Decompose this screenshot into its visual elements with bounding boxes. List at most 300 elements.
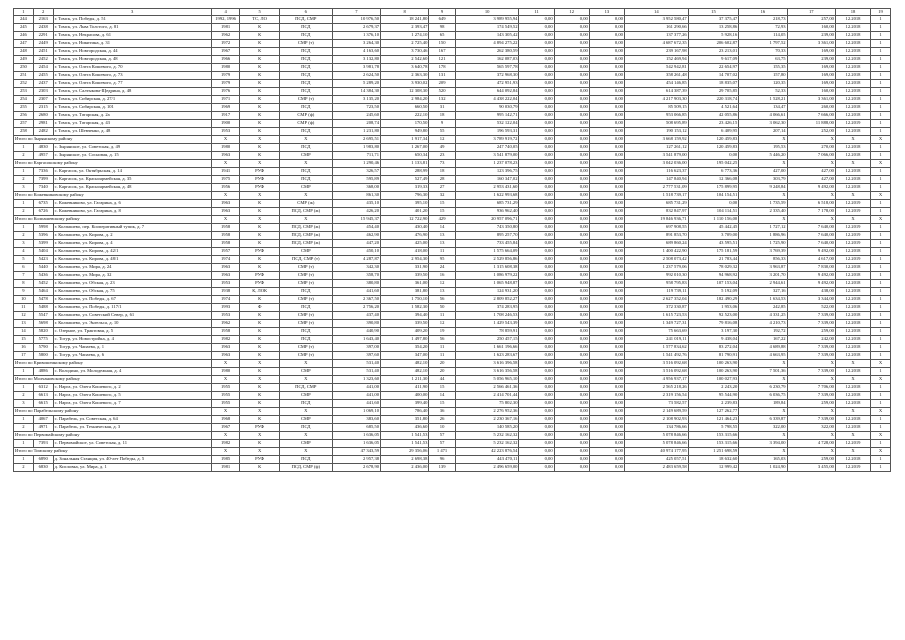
table-cell: 425,00 [381,240,429,248]
table-cell: РУФ [240,176,280,184]
address-cell: г. Колпашево, ул. Мира, д. 32 [53,272,211,280]
table-cell: 3 [14,240,34,248]
address-cell: с. Тогур, ул. Новостройка, д. 4 [53,336,211,344]
table-cell: 1 [871,48,891,56]
table-cell: 5820 [33,328,53,336]
address-cell: с. Кожевниково, ул. Гагарина, д. 8 [53,208,211,216]
table-cell: X [279,160,332,168]
table-cell: 1 [871,104,891,112]
table-cell: 0,00 [554,272,589,280]
table-cell: 0,00 [519,96,554,104]
table-cell: 5452 [33,280,53,288]
table-cell: 40 974 177,95 [624,448,688,456]
address-cell: с. Первомайское, ул. Советская, д. 11 [53,440,211,448]
table-cell: 723,50 [332,104,380,112]
table-cell: 0,00 [519,184,554,192]
table-cell: 380,80 [332,280,380,288]
table-cell: 222,10 [381,112,429,120]
table-row [14,208,891,216]
table-cell: 12.2018 [835,424,870,432]
table-cell: X [279,432,332,440]
district-subtotal-label: Итого по Парабельскому району [14,408,212,416]
table-cell: 1 [871,88,891,96]
table-cell: 0,00 [519,200,554,208]
table-cell: 358 261,48 [624,72,688,80]
table-cell: 12.2018 [835,80,870,88]
table-cell: ПСД, СМР (т) [279,256,332,264]
table-cell: 2 393,47 [381,24,429,32]
table-cell: 0,00 [589,288,624,296]
table-cell: РУФ [240,272,280,280]
table-row [14,384,891,392]
table-cell: 12.2018 [835,320,870,328]
table-row [14,264,891,272]
table-cell: 1 [871,320,891,328]
table-cell: ПСД [279,336,332,344]
table-cell: ПСД [279,72,332,80]
table-cell: К [240,240,280,248]
table-cell: 361,00 [381,280,429,288]
table-cell: 12.2018 [835,328,870,336]
table-cell: X [240,216,280,224]
table-cell: 650,34 [381,152,429,160]
table-cell: 2307 [33,96,53,104]
table-cell: 319,33 [381,184,429,192]
table-cell: 114,05 [739,32,787,40]
district-subtotal-label: Итого по Зырянскому району [14,136,212,144]
column-number: 5 [240,9,280,16]
table-cell: 12.2018 [835,16,870,24]
table-cell: 3 361,00 [787,96,835,104]
table-cell: 100 263,90 [688,368,739,376]
table-cell: 5 289,20 [332,80,380,88]
table-cell: 2 542,60 [381,56,429,64]
table-row [14,456,891,464]
table-cell: 0,00 [519,368,554,376]
table-cell: 178 [429,64,455,72]
table-cell: ПСД [279,56,332,64]
table-cell: 1963 [211,352,240,360]
table-cell: 0,00 [519,72,554,80]
table-row [14,200,891,208]
table-cell: 472 951,93 [455,80,519,88]
table-cell: 895 257,70 [455,232,519,240]
table-cell: 1 [871,424,891,432]
table-cell: СМР [279,184,332,192]
table-cell: 322,00 [739,424,787,432]
address-cell: с. Нарга, ул. Олега Кошевого, д. 5 [53,392,211,400]
table-cell: 12.2018 [835,104,870,112]
table-cell: X [871,192,891,200]
address-cell: с. Тогур, ул. Чапаева, д. 1 [53,344,211,352]
table-cell: 644 092,84 [455,88,519,96]
table-cell: 0,00 [589,304,624,312]
table-cell: 104 154,51 [688,192,739,200]
table-cell: 9 617,09 [688,56,739,64]
table-cell: К [240,144,280,152]
table-row [14,424,891,432]
table-cell: 649 [429,16,455,24]
table-cell: 0,00 [554,448,589,456]
table-cell: 139 [429,464,455,472]
table-cell: 167 [429,48,455,56]
table-cell: 12.2018 [835,368,870,376]
table-cell: 7 339,00 [787,344,835,352]
table-cell: ПСД, СМР [279,16,332,24]
table-cell: 4 617,00 [787,256,835,264]
table-cell: 0,00 [519,280,554,288]
table-row [14,16,891,24]
table-cell: 252 [14,80,34,88]
table-cell: 743 350,80 [455,224,519,232]
table-cell: 78 029,32 [688,264,739,272]
table-cell: 327,16 [739,288,787,296]
district-subtotal-row [14,376,891,384]
table-cell: 11 [14,304,34,312]
table-cell: 17 [14,352,34,360]
table-cell: 1 [871,16,891,24]
table-cell: 3 989 955,94 [455,16,519,24]
table-row [14,272,891,280]
table-cell: ПСД [279,176,332,184]
table-cell: 3 981,78 [332,64,380,72]
table-cell: 1941 [211,168,240,176]
table-cell: X [787,160,835,168]
table-cell: 351,80 [381,416,429,424]
table-cell: СМР (т) [279,320,332,328]
table-cell: 354,20 [381,344,429,352]
table-cell: 2449 [33,40,53,48]
table-cell: 1 429 543,39 [455,320,519,328]
table-cell: 2 725,40 [381,40,429,48]
table-cell: 7 339,00 [787,352,835,360]
table-cell: 10 976,50 [332,16,380,24]
table-cell: 12.2019 [835,224,870,232]
table-cell: 0,00 [589,320,624,328]
table-cell: 0,00 [554,432,589,440]
table-cell: 0,00 [554,280,589,288]
table-cell: 153 315,66 [688,440,739,448]
table-cell: 322,00 [787,424,835,432]
address-cell: г. Томск, ул. Татарская, д. 2а [53,112,211,120]
table-cell: 0,00 [519,16,554,24]
table-cell: X [835,192,870,200]
address-cell: с. Володино, ул. Молодежная, д. 4 [53,368,211,376]
table-cell: 1979 [211,80,240,88]
table-cell: 3 616 396,58 [455,360,519,368]
address-cell: с. Парабель, ул. Советская, д. 64 [53,416,211,424]
table-cell: 0,00 [519,248,554,256]
address-cell: г. Колпашево, ул. Кирова, д. 48/1 [53,256,211,264]
table-cell: 127 262,77 [688,408,739,416]
table-row [14,392,891,400]
table-cell: 20 [429,368,455,376]
table-cell: 3 516 092,68 [624,360,688,368]
table-cell: 4 687 672,35 [624,40,688,48]
table-cell: 0,00 [554,248,589,256]
table-cell: 247 740,05 [455,144,519,152]
table-cell: 0,00 [519,240,554,248]
column-number: 7 [332,9,380,16]
table-cell: 12.2018 [835,48,870,56]
table-cell: 1 727,12 [739,224,787,232]
table-cell: 0,00 [519,392,554,400]
table-cell: X [739,408,787,416]
table-cell: 0,00 [589,56,624,64]
table-cell: 1985 [211,456,240,464]
table-cell: 0,00 [554,296,589,304]
address-cell: с. Кожевниково, ул. Гагарина, д. 6 [53,200,211,208]
table-cell: 0,00 [554,184,589,192]
table-cell: 1 797,52 [739,40,787,48]
table-cell: 0,00 [554,232,589,240]
table-cell: СМР (т) [279,264,332,272]
table-cell: ПСД, СМР (ж) [279,232,332,240]
table-cell: 28 [429,176,455,184]
table-cell: 441,60 [332,400,380,408]
table-cell: 992 010,30 [624,272,688,280]
table-cell: 36 [429,408,455,416]
table-cell: 12 308,30 [381,88,429,96]
table-cell: 1 528,21 [739,96,787,104]
table-cell: 508 695,89 [624,120,688,128]
table-cell: ПСД, СМР (ж) [279,208,332,216]
table-cell: 12.2019 [835,200,870,208]
table-cell: 42 223 876,54 [455,448,519,456]
table-cell: 339,50 [381,272,429,280]
table-cell: 169,00 [787,48,835,56]
table-cell: 5 232 162,32 [455,432,519,440]
table-cell: 531,40 [332,360,380,368]
table-cell: 12.2018 [835,176,870,184]
table-cell: X [835,408,870,416]
table-cell: 147 840,94 [624,176,688,184]
table-cell: 1972 [211,40,240,48]
table-cell: 0,00 [519,144,554,152]
table-cell: К [240,64,280,72]
table-cell: X [739,360,787,368]
table-cell: 0,00 [554,408,589,416]
table-cell: 1 582,30 [381,304,429,312]
table-cell: К [240,232,280,240]
table-cell: 1980 [211,368,240,376]
table-cell: 949,80 [381,128,429,136]
table-cell: 1 [871,96,891,104]
table-cell: 0,00 [554,240,589,248]
table-cell: 1 634,53 [739,296,787,304]
table-cell: 1 [871,128,891,136]
table-cell: 531,40 [332,368,380,376]
table-cell: 5547 [33,312,53,320]
table-cell: 1962 [211,320,240,328]
table-cell: 262 380,59 [455,48,519,56]
table-cell: 936 962,40 [455,208,519,216]
table-cell: 1 [871,440,891,448]
table-row [14,56,891,64]
table-cell: 2 565 218,26 [624,384,688,392]
table-cell: 2455 [33,72,53,80]
table-cell: 6 518,00 [787,200,835,208]
table-cell: 1 471 [429,448,455,456]
table-row [14,400,891,408]
table-cell: 4 956 937,17 [624,376,688,384]
table-row [14,120,891,128]
table-cell: 5464 [33,288,53,296]
table-cell: 0,00 [519,136,554,144]
table-cell: 0,00 [554,200,589,208]
table-cell: 0,00 [554,48,589,56]
table-cell: К [240,88,280,96]
table-cell: 174 549,52 [455,24,519,32]
table-cell: 162 087,03 [455,56,519,64]
table-cell: 1 [871,368,891,376]
table-cell: 0,00 [554,136,589,144]
table-cell: СМР [279,416,332,424]
table-cell: 0,00 [519,288,554,296]
table-cell: 1 [14,144,34,152]
table-cell: 12.2018 [835,288,870,296]
table-cell: ПСД [279,456,332,464]
table-cell: 195 042,25 [688,160,739,168]
table-cell: X [240,360,280,368]
table-cell: 438,00 [787,288,835,296]
table-cell: 2315 [33,104,53,112]
table-cell: 0,00 [589,136,624,144]
table-cell: 1 725,90 [739,240,787,248]
table-cell: 0,00 [554,392,589,400]
table-cell: 0,00 [554,208,589,216]
table-cell: 427,00 [787,176,835,184]
table-cell: X [835,432,870,440]
table-cell: 0,00 [554,120,589,128]
table-cell: 259,00 [787,328,835,336]
table-cell: 12.2018 [835,168,870,176]
table-cell: 19 846 936,71 [624,216,688,224]
table-cell: 1 [871,64,891,72]
table-cell: X [211,408,240,416]
table-cell: 3 952 580,47 [624,16,688,24]
table-cell: СМР (т) [279,352,332,360]
table-cell: 57 [429,440,455,448]
table-cell: 0,00 [589,336,624,344]
table-cell: X [871,160,891,168]
table-cell: 56 [429,296,455,304]
table-cell: 12.2018 [835,280,870,288]
address-cell: г. Томск, ул. Олега Кошевого, д. 77 [53,80,211,88]
table-cell: 121 464,23 [688,416,739,424]
table-cell: 0,00 [589,328,624,336]
table-cell: 1958 [211,328,240,336]
table-cell: 331,90 [381,264,429,272]
table-cell: X [240,192,280,200]
table-cell: 0,00 [519,384,554,392]
table-cell: 0,00 [519,152,554,160]
table-cell: 1 [871,328,891,336]
table-cell: 0,00 [589,40,624,48]
table-cell: 1 [871,464,891,472]
table-cell: 13 [429,232,455,240]
table-cell: 182 490,29 [688,296,739,304]
table-cell: 12.2018 [835,272,870,280]
address-cell: г. Томск, ул. Никитина, д. 31 [53,40,211,48]
table-cell: 2482 [33,128,53,136]
table-cell: 733 455,84 [455,240,519,248]
table-cell: 23 426,15 [688,120,739,128]
table-cell: 23 213,01 [688,48,739,56]
table-cell: X [787,192,835,200]
table-cell: 1976 [211,88,240,96]
table-cell: 0,00 [519,432,554,440]
table-cell: 1 541,53 [381,432,429,440]
table-row [14,320,891,328]
register-sheet [13,8,891,472]
table-cell: 0,00 [554,360,589,368]
column-number: 17 [787,9,835,16]
table-cell: 0,00 [519,320,554,328]
table-cell: X [871,448,891,456]
table-cell: К [240,336,280,344]
table-cell: 7 640,00 [787,240,835,248]
table-cell: X [279,216,332,224]
table-cell: 0,00 [519,80,554,88]
table-cell: 12.2018 [835,88,870,96]
table-cell: 0,00 [554,192,589,200]
table-cell: 140 585,20 [455,424,519,432]
table-cell: 0,00 [519,336,554,344]
table-cell: 20 [429,360,455,368]
table-cell: 12.2018 [835,352,870,360]
table-cell: 107 153,04 [688,280,739,288]
table-cell: 1 [14,384,34,392]
table-cell: СМР (т) [279,96,332,104]
table-cell: 1982 [211,440,240,448]
table-cell: 241 019,11 [624,336,688,344]
table-cell: 242,00 [787,336,835,344]
table-cell: 0,00 [554,16,589,24]
table-cell: X [787,136,835,144]
table-cell: 1958 [211,240,240,248]
table-row [14,344,891,352]
table-cell: 2 954,30 [381,256,429,264]
table-cell: 119 739,11 [624,288,688,296]
table-cell: 1963 [211,152,240,160]
district-subtotal-label: Итого по Кожевниковскому району [14,192,212,200]
table-cell: 1956 [211,184,240,192]
table-cell: 1 237 579,06 [624,264,688,272]
table-cell: 255 [14,104,34,112]
table-cell: X [835,376,870,384]
table-cell: К [240,120,280,128]
table-cell: 152 469,94 [624,56,688,64]
table-cell: 0,00 [519,456,554,464]
table-cell: К [240,80,280,88]
table-cell: 32 [429,192,455,200]
table-cell: 435,10 [332,200,380,208]
table-cell: 5 446,20 [739,152,787,160]
table-cell: 6735 [33,200,53,208]
district-subtotal-label: Итого по Кривошеинскому району [14,360,212,368]
table-cell: 120,35 [739,80,787,88]
table-cell: 15 [429,208,455,216]
table-cell: 14 384,30 [332,88,380,96]
table-cell: X [211,448,240,456]
table-cell: 1 [871,264,891,272]
table-cell: 1 623 283,67 [455,352,519,360]
table-cell: 0,00 [589,408,624,416]
table-cell: 7 339,00 [787,416,835,424]
table-cell: 1 [14,416,34,424]
district-subtotal-label: Итого по Первомайскому району [14,432,212,440]
